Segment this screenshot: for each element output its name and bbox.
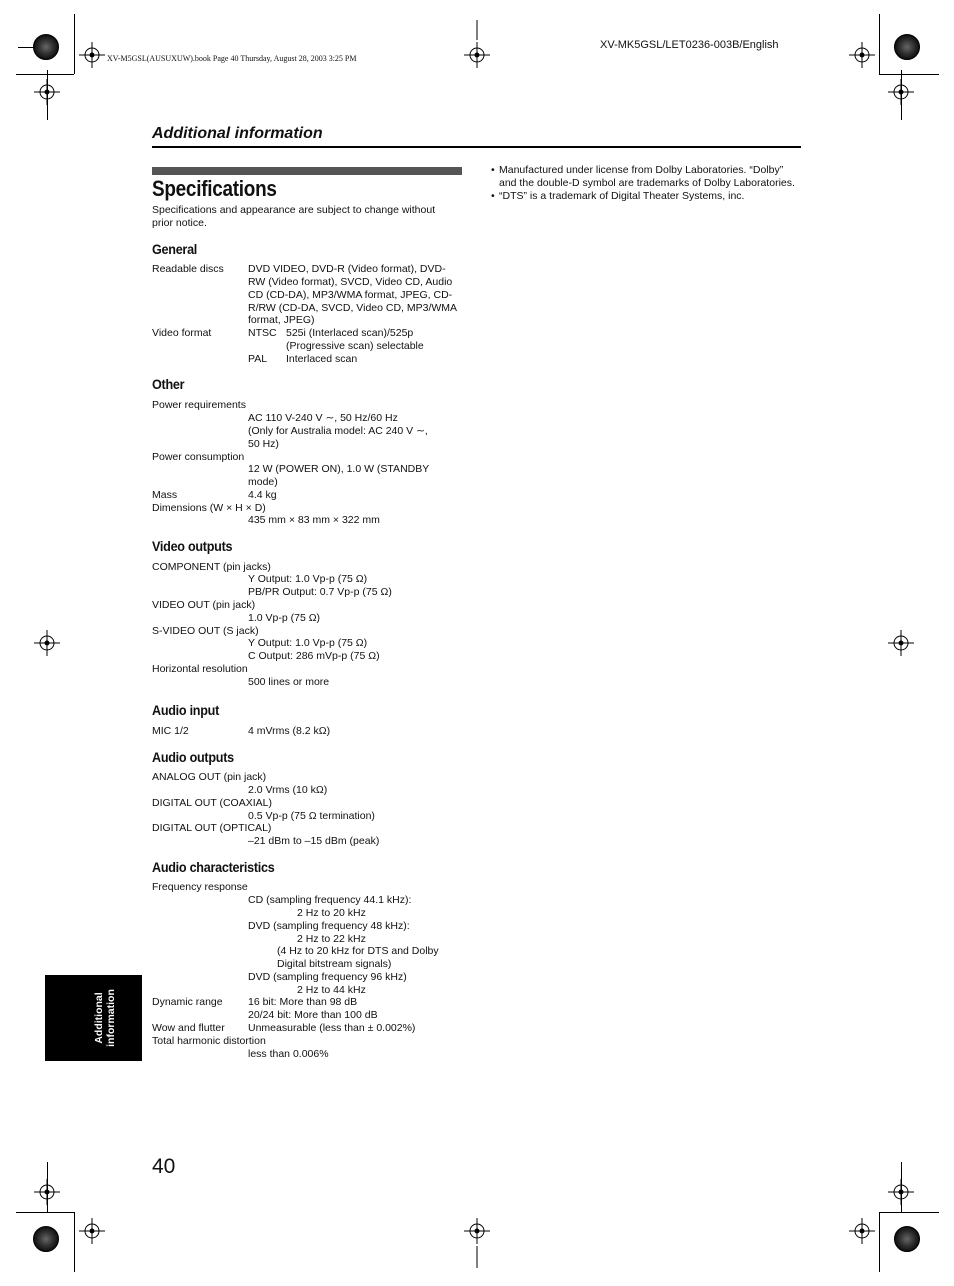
print-file-info: XV-M5GSL(AUSUXUW).book Page 40 Thursday, August 28, 2003 3:25 PM — [107, 54, 357, 63]
spec-value: format, JPEG) — [248, 314, 315, 326]
heading-video-outputs: Video outputs — [152, 538, 233, 554]
side-tab — [45, 975, 142, 1061]
spec-value: (Only for Australia model: AC 240 V ∼, — [248, 425, 428, 437]
spec-value: 20/24 bit: More than 100 dB — [248, 1009, 378, 1021]
spec-label: S-VIDEO OUT (S jack) — [152, 625, 259, 637]
crosshair-icon — [34, 79, 60, 105]
spec-value: DVD (sampling frequency 96 kHz) — [248, 971, 407, 983]
crosshair-icon — [849, 42, 875, 68]
heading-audio-outputs: Audio outputs — [152, 749, 234, 765]
crosshair-icon — [34, 1179, 60, 1205]
intro-text: prior notice. — [152, 217, 207, 229]
spec-value: 1.0 Vp-p (75 Ω) — [248, 612, 321, 624]
spec-label: VIDEO OUT (pin jack) — [152, 599, 256, 611]
spec-label: Frequency response — [152, 881, 248, 893]
spec-label: Power consumption — [152, 451, 245, 463]
note-text: “DTS” is a trademark of Digital Theater Systems, inc. — [499, 190, 745, 202]
page-title: Specifications — [152, 176, 277, 201]
spec-value: DVD VIDEO, DVD-R (Video format), DVD- — [248, 263, 446, 275]
spec-value: 50 Hz) — [248, 438, 279, 450]
spec-value: Y Output: 1.0 Vp-p (75 Ω) — [248, 573, 368, 585]
note-text: Manufactured under license from Dolby Laboratories. “Dolby” — [499, 164, 784, 176]
spec-value: Interlaced scan — [286, 353, 358, 365]
spec-value: RW (Video format), SVCD, Video CD, Audio — [248, 276, 453, 288]
bullet-icon: • — [491, 190, 495, 202]
spec-value: C Output: 286 mVp-p (75 Ω) — [248, 650, 380, 662]
spec-value: 4.4 kg — [248, 489, 277, 501]
spec-label: Video format — [152, 327, 212, 339]
spec-label: Dimensions (W × H × D) — [152, 502, 266, 514]
page-number: 40 — [152, 1155, 176, 1178]
heading-other: Other — [152, 376, 185, 392]
heading-audio-input: Audio input — [152, 702, 220, 718]
spec-label: DIGITAL OUT (COAXIAL) — [152, 797, 272, 809]
spec-value: 2.0 Vrms (10 kΩ) — [248, 784, 328, 796]
spec-label: Mass — [152, 489, 178, 501]
section-title: Additional information — [152, 125, 323, 142]
spec-value: DVD (sampling frequency 48 kHz): — [248, 920, 410, 932]
spec-label: Horizontal resolution — [152, 663, 248, 675]
spec-value: less than 0.006% — [248, 1048, 329, 1060]
crosshair-icon — [79, 1218, 105, 1244]
spec-value: 2 Hz to 20 kHz — [297, 907, 366, 919]
spec-value: CD (CD-DA), MP3/WMA format, JPEG, CD- — [248, 289, 453, 301]
spec-value: 2 Hz to 44 kHz — [297, 984, 366, 996]
spec-value: 0.5 Vp-p (75 Ω termination) — [248, 810, 375, 822]
crosshair-icon — [464, 42, 490, 68]
spec-value: (Progressive scan) selectable — [286, 340, 424, 352]
spec-value: 500 lines or more — [248, 676, 330, 688]
spec-value: Y Output: 1.0 Vp-p (75 Ω) — [248, 637, 368, 649]
spec-value: –21 dBm to –15 dBm (peak) — [248, 835, 380, 847]
crosshair-icon — [79, 42, 105, 68]
spec-value: AC 110 V-240 V ∼, 50 Hz/60 Hz — [248, 412, 398, 424]
spec-label: MIC 1/2 — [152, 725, 189, 737]
crosshair-icon — [34, 630, 60, 656]
section-rule — [152, 146, 801, 148]
heading-general: General — [152, 241, 198, 257]
spec-label: COMPONENT (pin jacks) — [152, 561, 271, 573]
intro-text: Specifications and appearance are subject to change without — [152, 204, 436, 216]
spec-value: (4 Hz to 20 kHz for DTS and Dolby — [277, 945, 439, 957]
spec-value: Digital bitstream signals) — [277, 958, 392, 970]
crosshair-icon — [849, 1218, 875, 1244]
spec-label: Dynamic range — [152, 996, 223, 1008]
title-bar — [152, 167, 462, 175]
spec-label: Total harmonic distortion — [152, 1035, 266, 1047]
spec-value: Unmeasurable (less than ± 0.002%) — [248, 1022, 416, 1034]
spec-label: Power requirements — [152, 399, 246, 411]
spec-value: PB/PR Output: 0.7 Vp-p (75 Ω) — [248, 586, 392, 598]
spec-value: 525i (Interlaced scan)/525p — [286, 327, 414, 339]
spec-label: DIGITAL OUT (OPTICAL) — [152, 822, 272, 834]
spec-value: 2 Hz to 22 kHz — [297, 933, 366, 945]
bullet-icon: • — [491, 164, 495, 176]
spec-value: 12 W (POWER ON), 1.0 W (STANDBY — [248, 463, 430, 475]
model-code: XV-MK5GSL/LET0236-003B/English — [600, 39, 779, 51]
spec-value: 4 mVrms (8.2 kΩ) — [248, 725, 331, 737]
spec-sublabel: NTSC — [248, 327, 277, 339]
spec-value: mode) — [248, 476, 278, 488]
spec-value: R/RW (CD-DA, SVCD, Video CD, MP3/WMA — [248, 302, 458, 314]
side-tab-label: information — [105, 989, 117, 1047]
spec-value: 16 bit: More than 98 dB — [248, 996, 358, 1008]
crosshair-icon — [888, 630, 914, 656]
spec-sublabel: PAL — [248, 353, 268, 365]
spec-value: CD (sampling frequency 44.1 kHz): — [248, 894, 412, 906]
spec-label: Wow and flutter — [152, 1022, 225, 1034]
side-tab-label: Additional — [93, 992, 105, 1044]
crosshair-icon — [888, 1179, 914, 1205]
spec-label: Readable discs — [152, 263, 224, 275]
crosshair-icon — [464, 1218, 490, 1244]
spec-value: 435 mm × 83 mm × 322 mm — [248, 514, 380, 526]
crosshair-icon — [888, 79, 914, 105]
spec-label: ANALOG OUT (pin jack) — [152, 771, 267, 783]
heading-audio-characteristics: Audio characteristics — [152, 859, 275, 875]
note-text: and the double-D symbol are trademarks of Dolby Laboratories. — [499, 177, 795, 189]
